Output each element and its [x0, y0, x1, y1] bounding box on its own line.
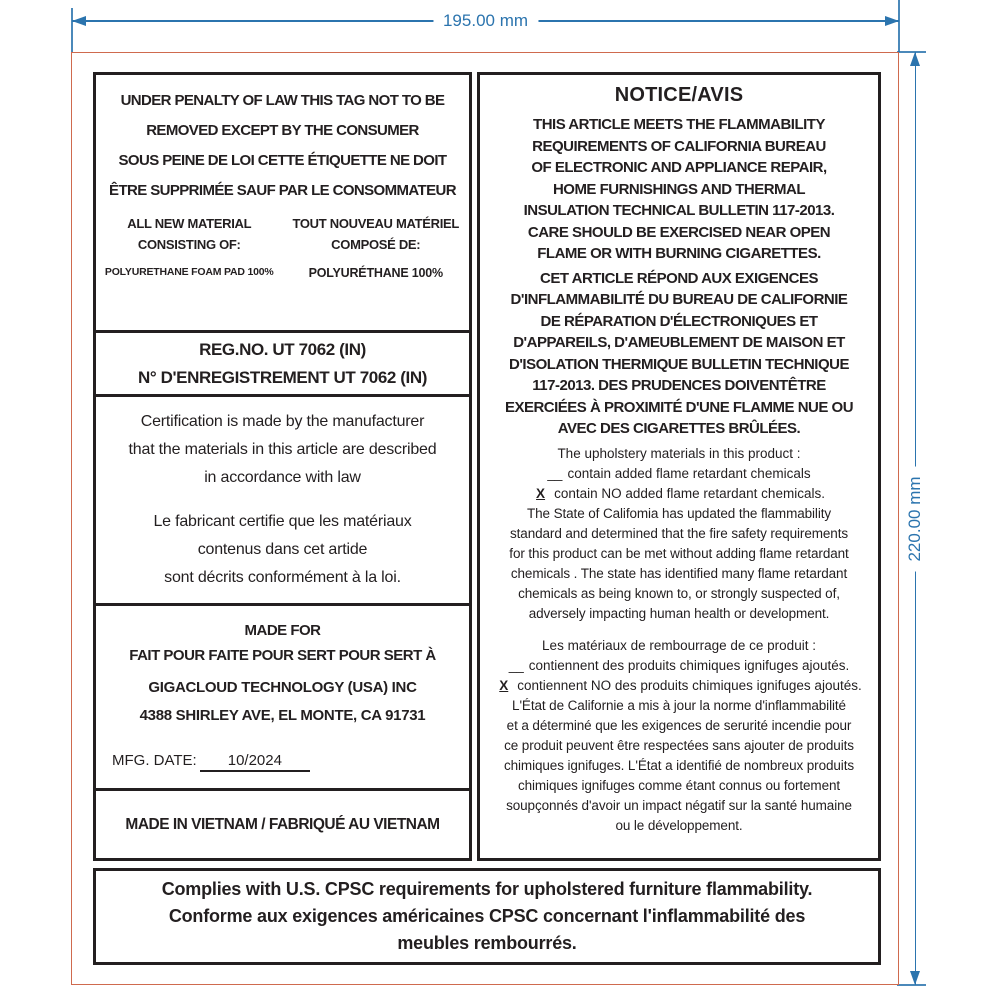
materials-fr-column [283, 213, 470, 280]
mfg-date-value: 10/2024 [200, 752, 310, 772]
dimension-arrow-up-icon [910, 52, 920, 66]
penalty-box [93, 72, 472, 333]
materials-fr-content: POLYURÉTHANE 100% [308, 266, 443, 280]
option-no-contain-en-text: contain NO added flame retardant chemicals. [554, 485, 825, 501]
country-of-origin-box [93, 788, 472, 861]
extension-line-right-top [897, 51, 926, 53]
certification-fr: Le fabricant certifie que les matériaux contenus dans cet artide sont décrits conformément à la loi. [153, 513, 412, 586]
option-no-contain-fr [485, 676, 873, 696]
option-no-contain-fr-text: contiennent NO des produits chimiques ignifuges ajoutés. [517, 677, 862, 693]
flammability-update-fr: L'État de Californie a mis à jour la norme d'inflammabilité et a déterminé que les exigences de serurité incendie pour ce produit peuvent être respectées sans ajouter de produits chimiques ignifuges. L'État a identifié de nombreux produits chimiques ignifuges comme étant connus ou fortement soupçonnés d'avoir un impact négatif sur la santé humaine ou le développement. [503, 697, 855, 833]
registration-box [93, 330, 472, 397]
dimension-arrow-right-icon [885, 16, 899, 26]
made-for-box [93, 603, 472, 791]
cpsc-compliance-statement: Complies with U.S. CPSC requirements for upholstered furniture flammability. Conforme aux exigences américaines CPSC concernant l'inflammabilité des meubles rembourrés. [161, 879, 813, 953]
notice-statement-fr: CET ARTICLE RÉPOND AUX EXIGENCES D'INFLAMMABILITÉ DU BUREAU DE CALIFORNIE DE RÉPARATION D'ÉLECTRONIQUES ET D'APPAREILS, D'AMEUBLEMENT DE MAISON ET D'ISOLATION THERMIQUE BULLETIN TECHNIQUE 117-2013. DES PRUDENCES DOIVENTÊTRE EXERCIÉES À PROXIMITÉ D'UNE FLAMME NUE OU AVEC DES CIGARETTES BRÛLÉES. [504, 269, 854, 437]
option-no-contain-en [485, 484, 873, 504]
x-checkmark: X [536, 485, 546, 501]
upholstery-intro-en: The upholstery materials in this product : [557, 445, 801, 461]
materials-section [96, 213, 469, 280]
option-contain-fr [485, 656, 873, 676]
notice-title: NOTICE/AVIS [614, 84, 744, 106]
flammability-update-en: The State of Califomia has updated the flammability standard and determined that the fire safety requirements for this product can be met without adding flame retardant chemicals . The state has identified many flame retardant chemicals as being known to, or strongly suspected of, adversely impacting human health or development. [509, 505, 849, 621]
penalty-statement: UNDER PENALTY OF LAW THIS TAG NOT TO BE REMOVED EXCEPT BY THE CONSUMER SOUS PEINE DE LOI CETTE ÉTIQUETTE NE DOIT ÊTRE SUPPRIMÉE SAUF PAR LE CONSOMMATEUR [109, 92, 456, 199]
height-dimension-label: 220.00 mm [905, 466, 925, 571]
certification-box [93, 394, 472, 606]
mfg-date-row [96, 752, 469, 769]
notice-box [477, 72, 881, 861]
blank-checkline: __ [508, 657, 524, 673]
extension-line-right-bottom [897, 984, 926, 986]
dimension-arrow-down-icon [910, 971, 920, 985]
made-for-heading: MADE FOR FAIT POUR FAITE POUR SERT POUR SERT À [129, 622, 436, 664]
option-contain-en-text: contain added flame retardant chemicals [567, 465, 811, 481]
registration-number: REG.NO. UT 7062 (IN) N° D'ENREGISTREMENT UT 7062 (IN) [138, 339, 427, 387]
option-contain-fr-text: contiennent des produits chimiques ignifuges ajoutés. [528, 657, 850, 673]
certification-en: Certification is made by the manufacturer that the materials in this article are described in accordance with law [128, 413, 437, 486]
mfg-date-label: MFG. DATE: [112, 752, 197, 769]
notice-statement-en: THIS ARTICLE MEETS THE FLAMMABILITY REQUIREMENTS OF CALIFORNIA BUREAU OF ELECTRONIC AND APPLIANCE REPAIR, HOME FURNISHINGS AND THERMAL INSULATION TECHNICAL BULLETIN 117-2013. CARE SHOULD BE EXERCISED NEAR OPEN FLAME OR WITH BURNING CIGARETTES. [523, 116, 835, 262]
extension-line-top-left [71, 8, 73, 52]
extension-line-top-right [898, 0, 900, 52]
upholstery-intro-fr: Les matériaux de rembourrage de ce produit : [542, 637, 816, 653]
materials-fr-heading: TOUT NOUVEAU MATÉRIEL COMPOSÉ DE: [292, 216, 460, 252]
cpsc-compliance-box [93, 868, 881, 965]
materials-en-heading: ALL NEW MATERIAL CONSISTING OF: [127, 216, 252, 252]
company-address: GIGACLOUD TECHNOLOGY (USA) INC 4388 SHIRLEY AVE, EL MONTE, CA 91731 [139, 679, 426, 724]
option-contain-en [485, 464, 873, 484]
country-of-origin: MADE IN VIETNAM / FABRIQUÉ AU VIETNAM [125, 815, 440, 833]
materials-en-content: POLYURETHANE FOAM PAD 100% [104, 266, 274, 278]
width-dimension [72, 0, 899, 42]
x-checkmark: X [499, 677, 509, 693]
blank-checkline: __ [547, 465, 563, 481]
materials-en-column [96, 213, 283, 280]
dimension-arrow-left-icon [72, 16, 86, 26]
height-dimension [905, 52, 924, 985]
width-dimension-label: 195.00 mm [433, 11, 538, 31]
